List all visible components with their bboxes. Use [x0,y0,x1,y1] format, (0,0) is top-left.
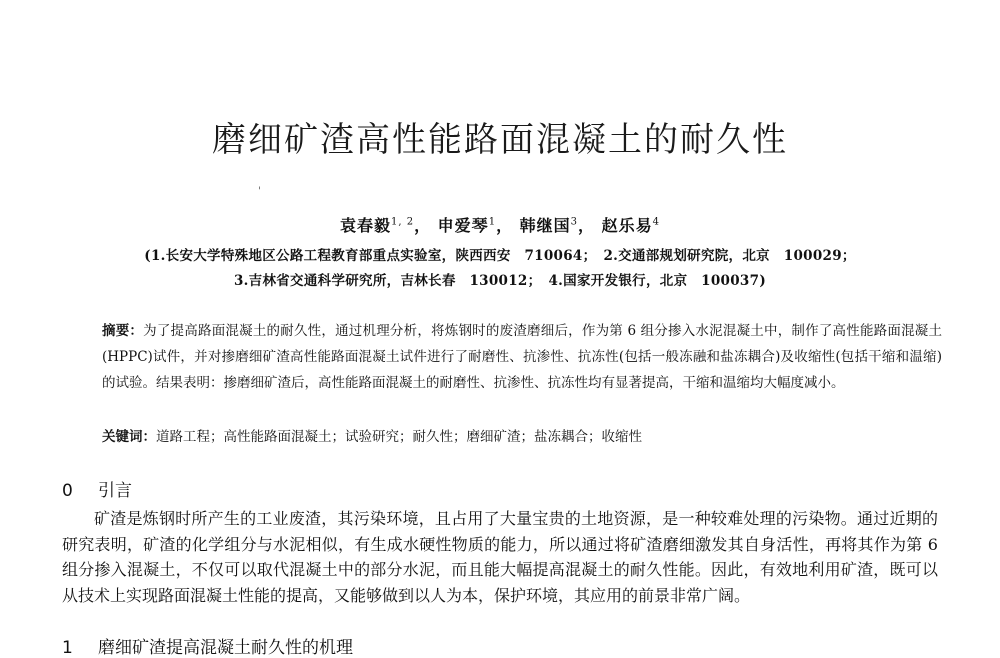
section-heading-mechanism [62,633,353,658]
abstract [102,318,942,396]
keywords [102,424,942,450]
section-title: 磨细矿渣提高混凝土耐久性的机理 [98,638,353,658]
author-sep: ， [496,216,514,235]
body-text [62,506,938,608]
author-name: 赵乐易 [601,216,653,235]
author-affil-mark: 3 [570,216,579,228]
affiliation-line-1: (1.长安大学特殊地区公路工程教育部重点实验室，陕西西安 710064； 2.交通部规划研究院，北京 100029； [144,248,856,264]
abstract-label: 摘要： [102,323,144,339]
author-line [0,213,1000,236]
section-number: 0 [62,481,73,501]
author-affil-mark: 4 [652,216,661,228]
abstract-text: 为了提高路面混凝土的耐久性，通过机理分析，将炼钢时的废渣磨细后，作为第 6 组分掺入水泥混凝土中，制作了高性能路面混凝土(HPPC)试件，并对掺磨细矿渣高性能路面混凝土试件进行了耐磨性、抗渗性、抗冻性(包括一般冻融和盐冻耦合)及收缩性(包括干缩和温缩)的试验。结果表明：掺磨细矿渣后，高性能路面混凝土的耐磨性、抗渗性、抗冻性均有显著提高，干缩和温缩均大幅度减小。 [102,323,943,391]
scan-speck: ' [258,186,261,197]
author-sep: ， [578,216,596,235]
keywords-text: 道路工程；高性能路面混凝土；试验研究；耐久性；磨细矿渣；盐冻耦合；收缩性 [156,429,642,445]
body-paragraph: 矿渣是炼钢时所产生的工业废渣，其污染环境，且占用了大量宝贵的土地资源，是一种较难处理的污染物。通过近期的研究表明，矿渣的化学组分与水泥相似，有生成水硬性物质的能力，所以通过将矿渣磨细激发其自身活性，再将其作为第 6 组分掺入混凝土，不仅可以取代混凝土中的部分水泥，而且能大幅提高混凝土的耐久性能。因此，有效地利用矿渣，既可以从技术上实现路面混凝土性能的提高，又能够做到以人为本，保护环境，其应用的前景非常广阔。 [62,509,938,605]
author-affil-mark: 1 [488,216,497,228]
section-heading-intro [62,476,132,501]
affiliation-line-2: 3.吉林省交通科学研究所，吉林长春 130012； 4.国家开发银行，北京 100037) [233,273,767,289]
keywords-label: 关键词： [102,429,156,445]
section-title: 引言 [98,481,132,501]
paper-title: 磨细矿渣高性能路面混凝土的耐久性 [212,120,788,160]
section-number: 1 [62,638,73,658]
author-affil-mark: 1, 2 [390,216,415,228]
author-name: 袁春毅 [339,216,391,235]
author-sep: ， [414,216,432,235]
author-name: 韩继国 [519,216,571,235]
author-name: 申爱琴 [437,216,489,235]
